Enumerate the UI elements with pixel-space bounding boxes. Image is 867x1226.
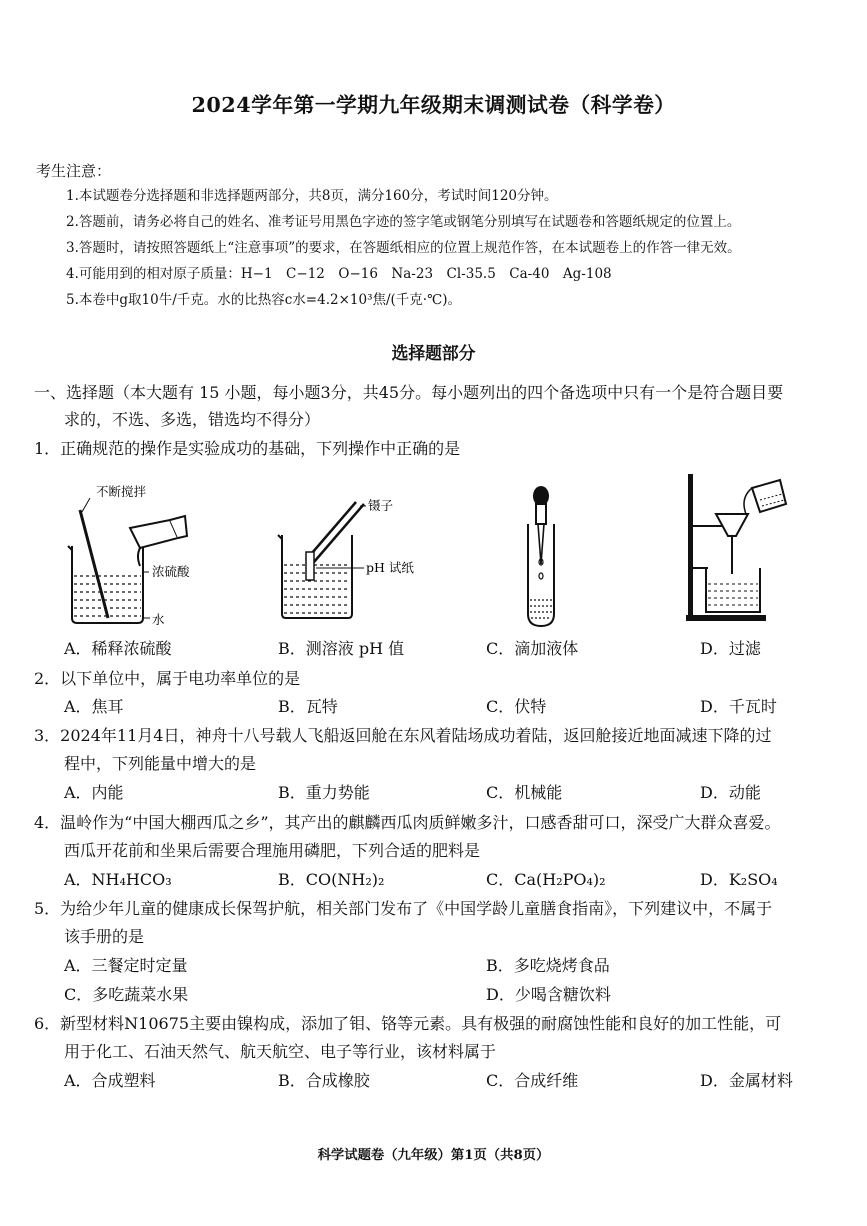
q3-option-c: C．机械能 <box>486 783 563 802</box>
q2-option-d: D．千瓦时 <box>700 697 777 716</box>
q2-stem: 2．以下单位中，属于电功率单位的是 <box>34 669 301 688</box>
notice-heading: 考生注意： <box>36 162 112 180</box>
q4-option-d: D．K₂SO₄ <box>700 870 778 889</box>
label-water: 水 <box>152 612 165 627</box>
q1-caption-c: C．滴加液体 <box>486 639 579 658</box>
figure-measure-ph <box>276 490 436 625</box>
label-acid: 浓硫酸 <box>152 564 190 579</box>
q2-option-a: A．焦耳 <box>64 697 124 716</box>
label-ph-paper: pH 试纸 <box>366 560 414 575</box>
q3-option-d: D．动能 <box>700 783 761 802</box>
label-stir: 不断搅拌 <box>96 484 147 499</box>
q5-option-c: C．多吃蔬菜水果 <box>64 985 189 1004</box>
q4-option-a: A．NH₄HCO₃ <box>64 870 172 889</box>
page-title: 2024学年第一学期九年级期末调测试卷（科学卷） <box>191 93 676 117</box>
q3-stem-line-1: 3．2024年11月4日，神舟十八号载人飞船返回舱在东风着陆场成功着陆，返回舱接近地面减速下降的过 <box>34 726 772 745</box>
q5-option-d: D．少喝含糖饮料 <box>486 985 611 1004</box>
figure-dropper <box>516 484 566 629</box>
q5-stem-line-2: 该手册的是 <box>64 927 145 946</box>
q1-caption-a: A．稀释浓硫酸 <box>64 639 172 658</box>
section-title: 选择题部分 <box>391 343 476 363</box>
notice-item-2: 2.答题前，请务必将自己的姓名、准考证号用黑色字迹的签字笔或钢笔分别填写在试题卷和答题纸规定的位置上。 <box>66 214 741 230</box>
q1-caption-b: B．测溶液 pH 值 <box>278 639 405 658</box>
notice-item-5: 5.本卷中g取10牛/千克。水的比热容c水=4.2×10³焦/(千克·℃)。 <box>66 292 461 308</box>
q2-option-c: C．伏特 <box>486 697 547 716</box>
q6-option-b: B．合成橡胶 <box>278 1071 370 1090</box>
figure-filtration <box>680 470 790 625</box>
notice-item-3: 3.答题时，请按照答题纸上“注意事项”的要求，在答题纸相应的位置上规范作答，在本试题卷上的作答一律无效。 <box>66 240 741 256</box>
q2-option-b: B．瓦特 <box>278 697 338 716</box>
label-tweezer: 镊子 <box>368 498 394 513</box>
q5-option-b: B．多吃烧烤食品 <box>486 956 610 975</box>
page-footer: 科学试题卷（九年级）第1页（共8页） <box>317 1147 550 1163</box>
notice-item-1: 1.本试题卷分选择题和非选择题两部分，共8页，满分160分，考试时间120分钟。 <box>66 188 558 204</box>
q6-option-c: C．合成纤维 <box>486 1071 579 1090</box>
q4-stem-line-1: 4．温岭作为“中国大棚西瓜之乡”，其产出的麒麟西瓜肉质鲜嫩多汁，口感香甜可口，深受广大群众喜爱。 <box>34 813 781 832</box>
q1-stem: 1．正确规范的操作是实验成功的基础，下列操作中正确的是 <box>34 439 461 458</box>
q3-option-b: B．重力势能 <box>278 783 370 802</box>
q3-stem-line-2: 程中，下列能量中增大的是 <box>64 754 257 773</box>
q5-option-a: A．三餐定时定量 <box>64 956 188 975</box>
q4-option-b: B．CO(NH₂)₂ <box>278 870 385 889</box>
figure-dilute-acid <box>60 478 220 628</box>
q1-caption-d: D．过滤 <box>700 639 761 658</box>
q3-option-a: A．内能 <box>64 783 124 802</box>
q4-option-c: C．Ca(H₂PO₄)₂ <box>486 870 606 889</box>
q5-stem-line-1: 5．为给少年儿童的健康成长保驾护航，相关部门发布了《中国学龄儿童膳食指南》，下列建议中，不属于 <box>34 899 773 918</box>
notice-item-4: 4.可能用到的相对原子质量：H−1 C−12 O−16 Na-23 Cl-35.5 Ca-40 Ag-108 <box>66 266 612 282</box>
part-heading-line-1: 一、选择题（本大题有 15 小题，每小题3分，共45分。每小题列出的四个备选项中只有一个是符合题目要 <box>34 383 784 402</box>
q4-stem-line-2: 西瓜开花前和坐果后需要合理施用磷肥，下列合适的肥料是 <box>64 841 481 860</box>
q6-stem-line-2: 用于化工、石油天然气、航天航空、电子等行业，该材料属于 <box>64 1042 497 1061</box>
q6-stem-line-1: 6．新型材料N10675主要由镍构成，添加了钼、铬等元素。具有极强的耐腐蚀性能和良好的加工性能，可 <box>34 1014 782 1033</box>
q6-option-a: A．合成塑料 <box>64 1071 156 1090</box>
q6-option-d: D．金属材料 <box>700 1071 793 1090</box>
part-heading-line-2: 求的，不选、多选，错选均不得分） <box>64 410 321 429</box>
